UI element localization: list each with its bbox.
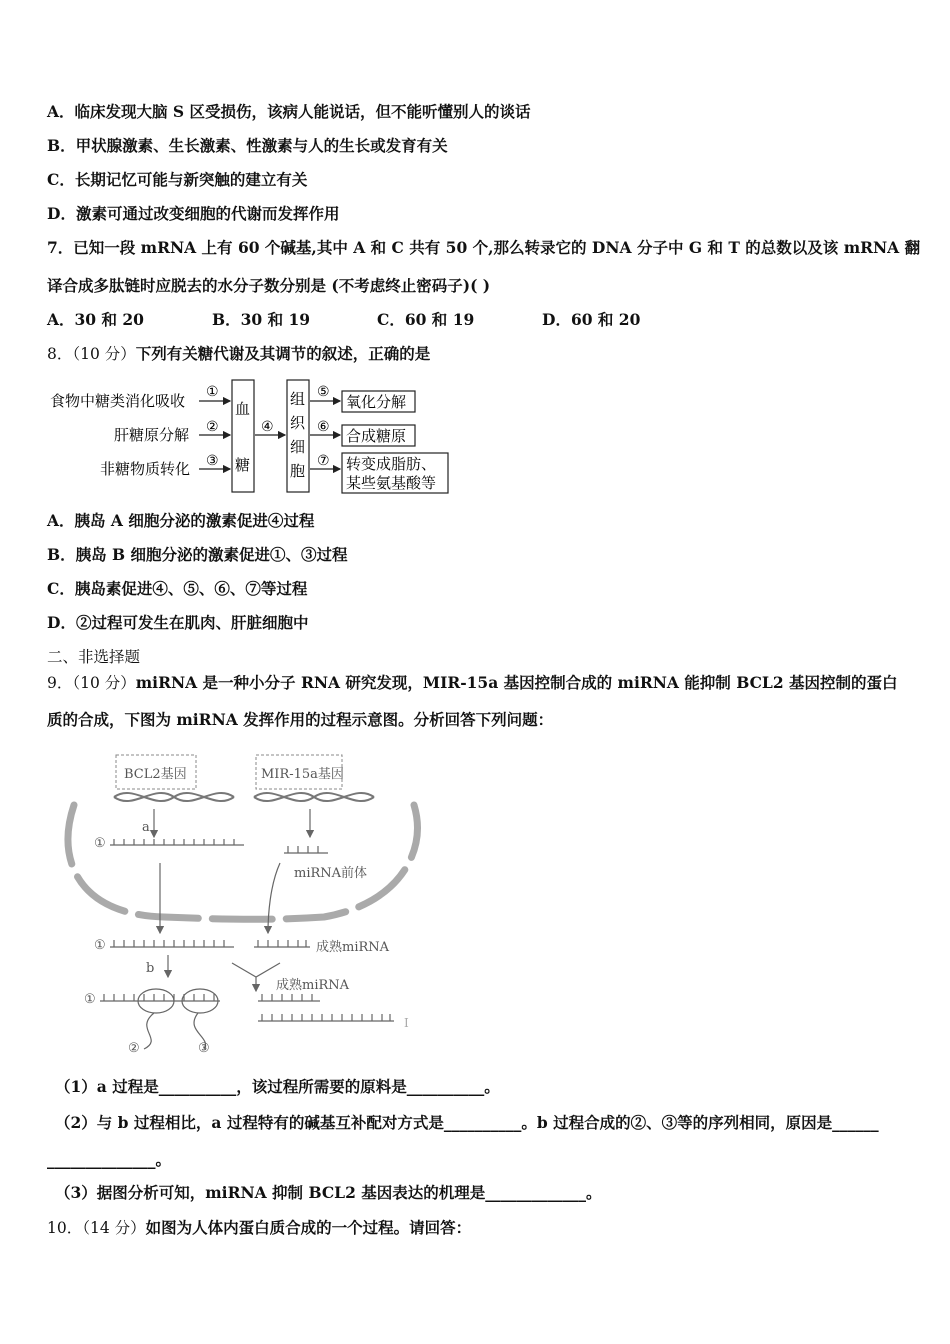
q7-stem-line1: 7．已知一段 mRNA 上有 60 个碱基,其中 A 和 C 共有 50 个,那么转录它的 DNA 分子中 G 和 T 的总数以及该 mRNA 翻 (47, 238, 921, 257)
mir15a-gene-label: MIR-15a基因 (261, 767, 344, 782)
mark-2: ② (128, 1041, 140, 1056)
q10-number: 10． (47, 1219, 83, 1237)
q9-stem-line1 (47, 673, 898, 693)
mark-1-bottom: ① (84, 992, 96, 1007)
q9-stem-text: miRNA 是一种小分子 RNA 研究发现，MIR-15a 基因控制合成的 miRNA 能抑制 BCL2 基因控制的蛋白 (135, 673, 898, 692)
source-glycogenolysis: 肝糖原分解 (114, 426, 190, 444)
q8-stem (47, 344, 430, 364)
q9-subquestion-2-line2: ______________。 (47, 1150, 172, 1169)
blood-char-1: 血 (235, 400, 251, 418)
mature-mirna-label-1: 成熟miRNA (316, 940, 390, 955)
q10-stem (47, 1218, 471, 1238)
q10-stem-text: 如图为人体内蛋白质合成的一个过程。请回答： (145, 1218, 472, 1237)
output-oxidation: 氧化分解 (346, 393, 407, 411)
q9-subquestion-3: （3）据图分析可知，miRNA 抑制 BCL2 基因表达的机理是_____________。 (55, 1183, 602, 1202)
q6-option-c: C．长期记忆可能与新突触的建立有关 (47, 170, 308, 189)
output-conversion-line2: 某些氨基酸等 (346, 474, 437, 492)
precursor-label: miRNA前体 (294, 866, 368, 881)
glucose-metabolism-diagram (44, 374, 454, 498)
tissue-char-4: 胞 (290, 462, 306, 480)
q7-option-d: D．60 和 20 (542, 310, 641, 329)
tissue-char-1: 组 (290, 390, 306, 408)
source-gluconeogenesis: 非糖物质转化 (100, 460, 191, 478)
q7-option-a: A．30 和 20 (47, 310, 144, 329)
q8-stem-text: 下列有关糖代谢及其调节的叙述，正确的是 (135, 344, 431, 363)
q7-stem-line2: 译合成多肽链时应脱去的水分子数分别是 (不考虑终止密码子)( ) (47, 276, 491, 295)
mark-3: ③ (198, 1041, 210, 1056)
blood-char-2: 糖 (235, 456, 251, 474)
mark-1-top: ① (94, 836, 106, 851)
tissue-char-3: 细 (290, 438, 306, 456)
label-b: b (146, 961, 155, 976)
q9-number: 9． (47, 674, 73, 692)
mark-3: ③ (206, 453, 219, 469)
label-a: a (142, 820, 150, 835)
q6-option-a: A．临床发现大脑 S 区受损伤，该病人能说话，但不能听懂别人的谈话 (47, 102, 531, 121)
source-digestion: 食物中糖类消化吸收 (50, 392, 186, 410)
section-heading-nonchoice: 二、非选择题 (47, 648, 141, 666)
mature-mirna-label-2: 成熟miRNA (276, 978, 350, 993)
q6-option-b: B．甲状腺激素、生长激素、性激素与人的生长或发育有关 (47, 136, 448, 155)
mark-1: ① (206, 384, 219, 400)
mark-7: ⑦ (317, 453, 330, 469)
mirna-process-figure (44, 745, 424, 1060)
q8-option-b: B．胰岛 B 细胞分泌的激素促进①、③过程 (47, 545, 348, 564)
q8-option-a: A．胰岛 A 细胞分泌的激素促进④过程 (47, 511, 315, 530)
mark-2: ② (206, 419, 219, 435)
output-conversion-line1: 转变成脂肪、 (346, 455, 437, 473)
q7-option-c: C．60 和 19 (377, 310, 475, 329)
q7-option-b: B．30 和 19 (212, 310, 311, 329)
side-label: I (404, 1016, 409, 1030)
bcl2-gene-label: BCL2基因 (124, 767, 187, 782)
q9-score: （10 分） (72, 674, 136, 692)
q9-stem-line2: 质的合成，下图为 miRNA 发挥作用的过程示意图。分析回答下列问题： (47, 710, 554, 729)
q6-option-d: D．激素可通过改变细胞的代谢而发挥作用 (47, 204, 340, 223)
q8-number: 8． (47, 345, 73, 363)
mark-5: ⑤ (317, 384, 330, 400)
mark-6: ⑥ (317, 419, 330, 435)
mark-4: ④ (261, 419, 274, 435)
q8-option-c: C．胰岛素促进④、⑤、⑥、⑦等过程 (47, 579, 308, 598)
output-glycogen: 合成糖原 (346, 427, 407, 445)
q9-subquestion-1: （1）a 过程是__________，该过程所需要的原料是__________。 (55, 1077, 500, 1096)
q9-subquestion-2-line1: （2）与 b 过程相比，a 过程特有的碱基互补配对方式是__________。b 过程合成的②、③等的序列相同，原因是______ (55, 1113, 879, 1132)
q8-score: （10 分） (72, 345, 136, 363)
q8-option-d: D．②过程可发生在肌肉、肝脏细胞中 (47, 613, 309, 632)
q10-score: （14 分） (82, 1219, 146, 1237)
mark-1-mid: ① (94, 938, 106, 953)
tissue-char-2: 织 (290, 414, 306, 432)
